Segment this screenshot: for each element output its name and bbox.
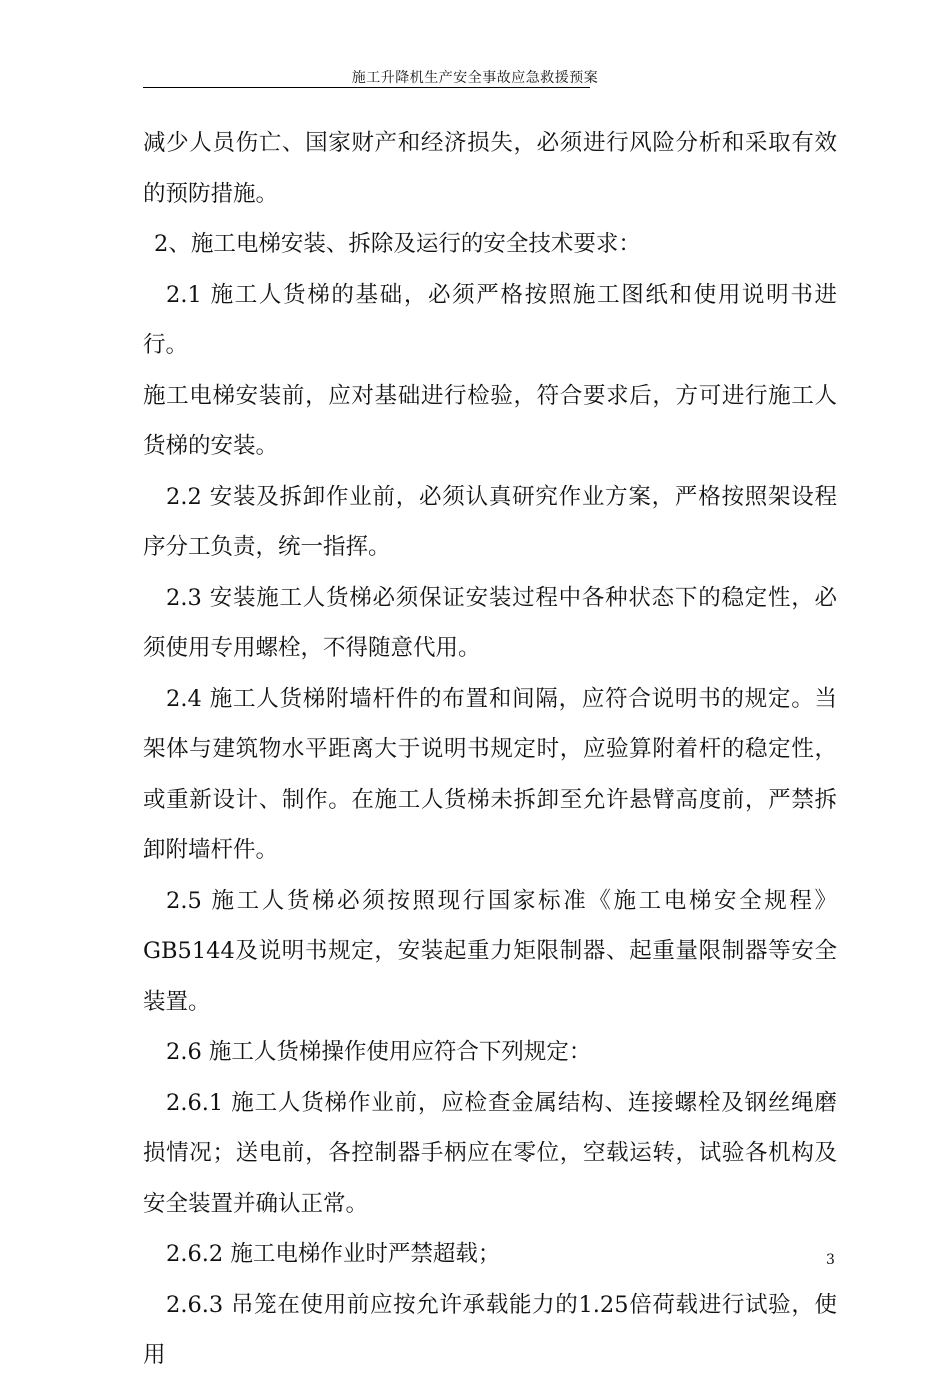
paragraph-continuation: 减少人员伤亡、国家财产和经济损失，必须进行风险分析和采取有效的预防措施。 [143, 130, 837, 207]
page-number: 3 [826, 1252, 835, 1268]
paragraph-2-3: 2.3 安装施工人货梯必须保证安装过程中各种状态下的稳定性，必须使用专用螺栓，不得随意代用。 [143, 584, 837, 661]
paragraph-2-1: 2.1 施工人货梯的基础，必须严格按照施工图纸和使用说明书进行。 [143, 281, 837, 358]
paragraph-2-6-2: 2.6.2 施工电梯作业时严禁超载； [166, 1241, 501, 1267]
section-heading-2: 2、施工电梯安装、拆除及运行的安全技术要求： [154, 231, 641, 257]
header-divider [143, 87, 590, 88]
paragraph-2-5: 2.5 施工人货梯必须按照现行国家标准《施工电梯安全规程》GB5144及说明书规定，安装起重力矩限制器、起重量限制器等安全装置。 [143, 887, 837, 1015]
paragraph-2-6-1: 2.6.1 施工人货梯作业前，应检查金属结构、连接螺栓及钢丝绳磨损情况；送电前，各控制器手柄应在零位，空载运转，试验各机构及安全装置并确认正常。 [143, 1089, 837, 1217]
paragraph-2-1-continued: 施工电梯安装前，应对基础进行检验，符合要求后，方可进行施工人货梯的安装。 [143, 382, 837, 459]
paragraph-2-6: 2.6 施工人货梯操作使用应符合下列规定： [166, 1039, 592, 1065]
paragraph-2-6-3: 2.6.3 吊笼在使用前应按允许承载能力的1.25倍荷载进行试验，使用 [143, 1291, 837, 1368]
paragraph-2-2: 2.2 安装及拆卸作业前，必须认真研究作业方案，严格按照架设程序分工负责，统一指挥。 [143, 483, 837, 560]
paragraph-2-4: 2.4 施工人货梯附墙杆件的布置和间隔，应符合说明书的规定。当架体与建筑物水平距离大于说明书规定时，应验算附着杆的稳定性，或重新设计、制作。在施工人货梯未拆卸至允许悬臂高度前，严禁拆卸附墙杆件。 [143, 685, 837, 863]
document-header-title: 施工升降机生产安全事故应急救援预案 [351, 70, 599, 86]
document-body [143, 118, 837, 1381]
